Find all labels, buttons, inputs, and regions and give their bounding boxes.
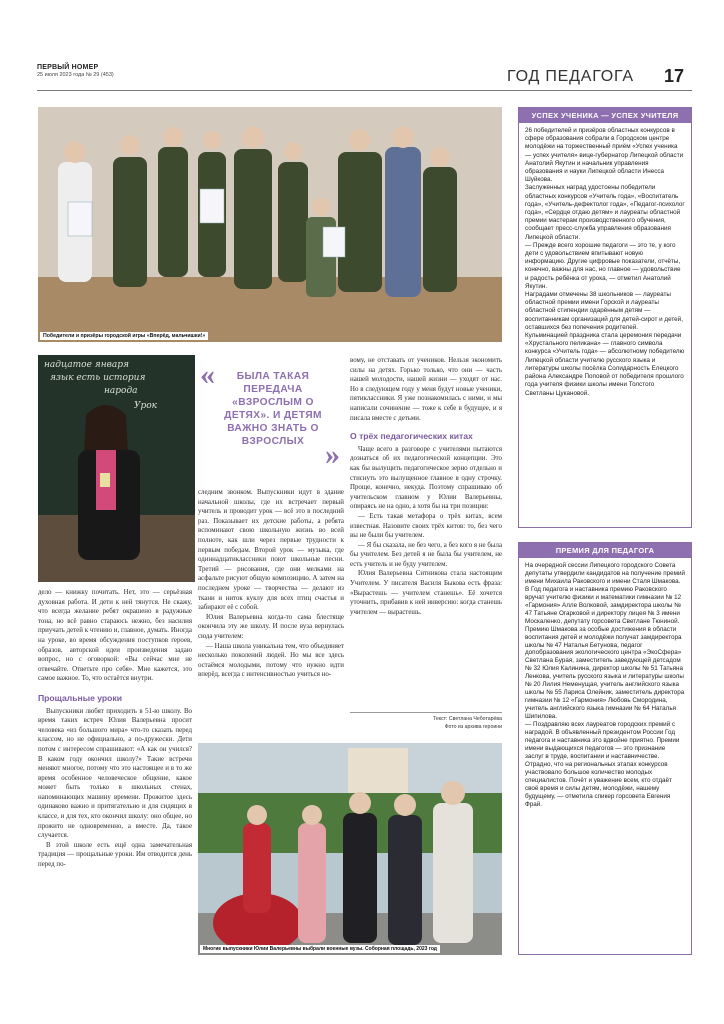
graduates-illustration xyxy=(198,743,502,955)
box-title: ПРЕМИЯ ДЛЯ ПЕДАГОГА xyxy=(519,543,691,558)
credit-rule xyxy=(350,712,502,713)
paragraph: — Я бы сказала, не без чего, а без кого я не была бы учителем. Без детей я не была бы учителем, не есть учитель и не буду учителем. xyxy=(350,541,502,568)
paragraph: — Поздравляю всех лауреатов городских премий с наградой. В объявленный президентом России Год педагога и наставника это вдвойне приятно. Премии имени выдающихся педагогов — это признание заслуг в труде, воспитании и наставничестве. Отрадно, что на региональных этапах конкурсов участвовало большое количество молодых специалистов. Почёт и уважение всем, кто отдаёт своё время и силы детям, молодёжи, нашему будущему, — отметила спикер горсовета Евгения Фрай. xyxy=(525,721,680,808)
publication-name: ПЕРВЫЙ НОМЕР xyxy=(37,64,99,71)
paragraph: На очередной сессии Липецкого городского Совета депутаты утвердили кандидатов на получение премий имени Михаила Раковского и имени Сталя Шмакова. xyxy=(525,562,686,585)
page-number: 17 xyxy=(664,66,685,86)
paragraph: Кульминацией праздника стала церемония передачи «Хрустального пеликана» — главного символа конкурса «Учитель года» — абсолютному победителю Липецкой области учителю русского языка и литературы школы посёлка Солидарность Елецкого района Александре Поповой от победителя прошлого года учителя физики школы имени Толстого Светланы Цукановой. xyxy=(525,332,685,397)
paragraph: Выпускники любят приходить в 51-ю школу. Во время таких встреч Юлия Валерьевна просит человека «из большого мира» что-то сказать перед классом, но не официально, а по-дружески. Дети потом с интересом спрашивают: «А как он учился? В каком году окончил школу?» Такие встречи меняют многое, потому что это настоящее и в то же время особенное человеческое общение, какое может быть только в школьных стенах, напоминающих машину времени. Прожитое здесь одинаково важно и притягательно и для сидящих в классе, и для тех, кто окончил школу: оно общее, но прожито не одновременно, а вместе. Да, такое случается. xyxy=(38,707,192,840)
subhead-three-whales: О трёх педагогических китах xyxy=(350,431,473,442)
paragraph: — Прежде всего хорошие педагоги — это те, у кого дети с удовольствием впитывают новую информацию. Другие цифровые показатели, отчёты, конечно, важны для нас, но главное — удовольствие и радость ребёнка от урока, — отметил Анатолий Якутин. xyxy=(525,241,681,290)
paragraph: Премию Шмакова за особые достижения в области воспитания детей и молодёжи получат замдиректора школы № 47 Наталья Бетунова, педагог допобразования экологического центра «ЭкоСфера» Светлана Бурая, заместитель заведующей детсадом № 32 Юлия Калинина, директор школы № 51 Татьяна Ленкова, учитель русского языка и литературы школы № 20 Лилия Неменущая, учитель английского языка школы № 55 Лариса Олейник, заместитель директора гимназии № 12 «Гармония» Любовь Смородина, учитель английского языка гимназии № 64 Наталья Шипилова. xyxy=(525,625,685,721)
credits xyxy=(350,712,502,731)
paragraph: следним звонком. Выпускники идут в здание начальной школы, где их встречает первый учитель и проводит урок — всё это в последний раз. Показывает их детские работы, а ребята вспоминают свою школьную жизнь во всей полноте, как шли через первые трудности к первым победам. Второй урок — музыка, где одиннадцатиклассники поют школьные песни. Третий — рисования, где они мелками на асфальте рисуют общую композицию. А затем на последнем уроке — творчества — делают из ткани и ниток куклу для всех птиц счастья и забирают её с собой. xyxy=(198,489,344,612)
paragraph: вому, не отставать от учеников. Нельзя экономить силы на детях. Горько только, что они — часть нашей молодости, нашей жизни — уходят от нас. Но в следующем году у меня будут новые ученики, пятиклассники. Я уже познакомилась с ними, и мы написали сочинение — тоже к себе в будущее, и я писала вместе с детьми. xyxy=(350,357,502,422)
column-3 xyxy=(350,356,502,617)
photo-classroom xyxy=(38,355,195,582)
paragraph: Чаще всего в разговоре с учителями пытаются дознаться об их педагогической концепции. Это как бы вылущить педагогическое зерно отдельно и стиснуть это вылущенное главное в одну строчку. Проще, конечно, некуда. Поэтому спрашиваю об учительском главном у Юлии Валерьевны, опираясь не на одно, а хотя бы на три позиции: xyxy=(350,445,502,511)
paragraph: 26 победителей и призёров областных конкурсов в сфере образования собрали в Городском центре молодёжи на торжественный приём «Успех ученика — успех учителя» вице-губернатор Липецкой области Анатолий Якутин и начальник управления образования и науки Липецкой области Инесса Шуйкова. xyxy=(525,127,684,184)
paragraph: Юлия Валерьевна Ситникова стала настоящим Учителем. У писателя Василя Быкова есть фраза: «Вырастешь — учителем станешь». Её хочется уточнить, прибавив к ней инверсию: когда станешь учителем — вырастешь. xyxy=(350,570,502,616)
photo-bottom-caption: Многие выпускники Юлии Валерьевны выбрали военные вузы. Соборная площадь, 2023 год xyxy=(200,945,440,953)
masthead xyxy=(37,64,114,78)
paragraph: В Год педагога и наставника премию Раковского вручат учителю физики и математики гимназии № 12 «Гармония» Алле Волковой, замдиректора школы № 47 Татьяне Огарковой и директору лицея № 3 имени Москаленко, депутату горсовета Светлане Тюниной. xyxy=(525,585,682,625)
box-body xyxy=(519,123,691,402)
photo-top xyxy=(38,107,502,342)
quote-close-icon: » xyxy=(325,438,340,471)
paragraph: В этой школе есть ещё одна замечательная традиция — прощальные уроки. Им отводится день перед по- xyxy=(38,841,192,869)
sidebar-box-teacher-award xyxy=(518,542,692,955)
board-line: народа xyxy=(104,386,138,396)
board-line: надцатое января xyxy=(44,360,129,370)
paragraph: — Наша школа уникальна тем, что объединяет несколько поколений людей. Но мы все здесь остаёмся молодыми, потому что нужно идти вперёд, всегда с интенсивностью учиться но- xyxy=(198,642,344,679)
credit-text: Текст: Светлана Чеботарёва xyxy=(432,716,502,722)
paragraph: — Есть такая метафора о трёх китах, всем известная. Назовите своих трёх китов: то, без чего вы не были бы учителем. xyxy=(350,512,502,540)
pull-quote-text: БЫЛА ТАКАЯ ПЕРЕДАЧА «ВЗРОСЛЫМ О ДЕТЯХ». И ДЕТЯМ ВАЖНО ЗНАТЬ О ВЗРОСЛЫХ xyxy=(224,371,322,447)
group-photo-illustration xyxy=(38,107,502,342)
paragraph: Заслуженных наград удостоены победители областных конкурсов «Учитель года», «Воспитатель года», «Учитель-дефектолог года», «Педагог-психолог года», «Сердце отдаю детям» и лауреаты областной премии мастерам производственного обучения, сообщает пресс-служба управления образования Липецкой области. xyxy=(525,184,685,241)
photo-bottom xyxy=(198,743,502,955)
box-body xyxy=(519,558,691,813)
paragraph: Юлия Валерьевна когда-то сама блестяще окончила эту же школу. И после вуза вернулась сюда учителем: xyxy=(198,613,344,640)
pull-quote xyxy=(200,360,340,470)
paragraph: дело — книжку почитать. Нет, это — серьёзная духовная работа. И дети к ней тянутся. Не скажу, что всегда желание ребят окрашено в радужные тона, но всё равно стараюсь нежно, без насилия приучать детей к чтению и, главное, думать. Иногда на уроке, во время обсуждения поступков героев, образов, авторской идеи произведения задаю вопрос, но с оговоркой: «Вы сейчас мне не отвечайте. Ответьте про себя». Мне кажется, это самое важное. То, что остаётся внутри. xyxy=(38,589,192,683)
box-title: УСПЕХ УЧЕНИКА — УСПЕХ УЧИТЕЛЯ xyxy=(519,108,691,123)
column-1 xyxy=(38,588,192,870)
quote-open-icon: « xyxy=(200,358,215,391)
sidebar-box-student-success xyxy=(518,107,692,528)
column-2 xyxy=(198,488,344,680)
board-line: язык есть история xyxy=(50,373,146,383)
header-rule xyxy=(37,90,692,91)
board-line: Урок xyxy=(134,401,158,411)
issue-info: 25 июля 2023 года № 29 (453) xyxy=(37,72,114,78)
subhead-farewell-lessons: Прощальные уроки xyxy=(38,692,122,703)
paragraph: Наградами отмечены 38 школьников — лауреаты областной премии имени Горской и лауреаты областной стипендии одарённым детям — воспитанникам организаций для детей-сирот и детей, оставшихся без попечения родителей. xyxy=(525,291,683,331)
credit-photo: Фото из архива героини xyxy=(444,724,502,730)
board-text xyxy=(44,359,194,413)
section-title: ГОД ПЕДАГОГА xyxy=(507,68,634,85)
photo-top-caption: Победители и призёры городской игры «Вперёд, мальчишки!» xyxy=(40,332,208,340)
